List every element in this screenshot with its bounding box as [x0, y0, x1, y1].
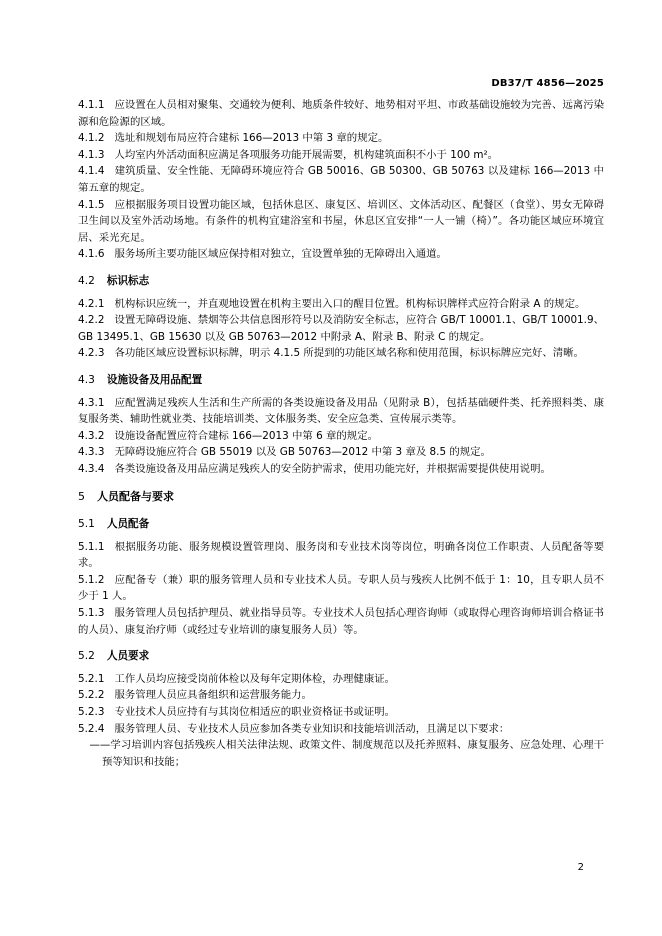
- section-title: 标识标志: [106, 274, 150, 287]
- clause-4-3-1: [78, 395, 604, 428]
- section-heading-5-1: [78, 516, 604, 533]
- section-heading-4-3: [78, 372, 604, 389]
- clause-text: 应配备专（兼）职的服务管理人员和专业技术人员。专职人员与残疾人比例不低于 1：10，且专职人员不少于 1 人。: [78, 573, 604, 603]
- clause-number: 4.3.2: [78, 429, 105, 442]
- section-title: 人员要求: [106, 650, 150, 663]
- clause-text: 设置无障碍设施、禁烟等公共信息图形符号以及消防安全标志，应符合 GB/T 10001.1、GB/T 10001.9、GB 13495.1、GB 15630 以及 GB 50763—2012 中附录 A、附录 B、附录 C 的规定。: [78, 314, 604, 343]
- section-title: 人员配备与要求: [97, 490, 174, 504]
- clause-4-3-3: [78, 444, 604, 461]
- clause-number: 4.3.4: [78, 462, 105, 475]
- page-number: 2: [577, 862, 584, 873]
- clause-number: 5.2.4: [78, 722, 105, 735]
- clause-text: 工作人员均应接受岗前体检以及每年定期体检，办理健康证。: [114, 672, 395, 685]
- section-number: 4.2: [78, 274, 95, 287]
- document-body: [78, 97, 604, 770]
- clause-number: 4.1.3: [78, 148, 105, 161]
- clause-number: 5.2.3: [78, 706, 105, 718]
- section-heading-5-2: [78, 648, 604, 665]
- clause-text: 服务管理人员、专业技术人员应参加各类专业知识和技能培训活动，且满足以下要求：: [114, 722, 510, 735]
- clause-number: 4.2.3: [78, 347, 105, 360]
- clause-4-3-2: [78, 428, 604, 445]
- clause-text: 应设置在人员相对聚集、交通较为便利、地质条件较好、地势相对平坦、市政基础设施较为完善、远离污染源和危险源的区域。: [78, 99, 604, 128]
- list-item-text: 学习培训内容包括残疾人相关法律法规、政策文件、制度规范以及托养照料、康复服务、应急处理、心理干预等知识和技能；: [102, 739, 604, 768]
- clause-number: 4.1.1: [78, 99, 105, 111]
- section-number: 4.3: [78, 373, 95, 386]
- clause-5-1-2: [78, 572, 604, 605]
- clause-text: 各类设施设备及用品应满足残疾人的安全防护需求，使用功能完好，并根据需要提供使用说明。: [114, 462, 551, 475]
- clause-4-1-5: [78, 197, 604, 247]
- clause-number: 5.2.2: [78, 689, 105, 702]
- clause-text: 机构标识应统一，并直观地设置在机构主要出入口的醒目位置。机构标识牌样式应符合附录 A 的规定。: [114, 297, 586, 310]
- clause-text: 各功能区域应设置标识标牌，明示 4.1.5 所提到的功能区域名称和使用范围，标识标牌应完好、清晰。: [114, 347, 584, 360]
- clause-text: 服务场所主要功能区域应保持相对独立，宜设置单独的无障碍出入通道。: [114, 248, 447, 261]
- clause-4-2-2: [78, 312, 604, 345]
- clause-text: 应根据服务项目设置功能区域，包括休息区、康复区、培训区、文体活动区、配餐区（食堂）、男女无障碍卫生间以及室外活动场地。有条件的机构宜建浴室和书屋，休息区宜安排“一人一铺（椅）”。各功能区域应环境宜居、采光充足。: [78, 198, 604, 244]
- clause-5-1-3: [78, 605, 604, 638]
- clause-4-1-2: [78, 130, 604, 147]
- clause-number: 4.1.5: [78, 198, 105, 211]
- clause-text: 建筑质量、安全性能、无障碍环境应符合 GB 50016、GB 50300、GB 50763 以及建标 166—2013 中第五章的规定。: [78, 165, 604, 194]
- clause-number: 5.1.1: [78, 540, 105, 553]
- clause-text: 专业技术人员应持有与其岗位相适应的职业资格证书或证明。: [114, 706, 395, 718]
- clause-number: 5.2.1: [78, 672, 105, 685]
- clause-text: 应配置满足残疾人生活和生产所需的各类设施设备及用品（见附录 B），包括基础硬件类、托养照料类、康复服务类、辅助性就业类、技能培训类、文体服务类、安全应急类、宣传展示类等。: [78, 396, 604, 426]
- section-number: 5: [78, 490, 85, 504]
- clause-number: 5.1.3: [78, 607, 105, 620]
- clause-4-2-3: [78, 345, 604, 362]
- section-number: 5.2: [78, 650, 95, 663]
- clause-5-2-4: [78, 721, 604, 738]
- clause-number: 4.1.4: [78, 165, 105, 178]
- clause-4-2-1: [78, 296, 604, 313]
- list-dash: ——: [89, 739, 111, 752]
- clause-text: 无障碍设施应符合 GB 55019 以及 GB 50763—2012 中第 3 章及 8.5 的规定。: [114, 446, 491, 459]
- clause-5-2-1: [78, 671, 604, 688]
- section-number: 5.1: [78, 518, 95, 531]
- section-heading-4-2: [78, 273, 604, 290]
- clause-4-1-4: [78, 163, 604, 196]
- section-title: 人员配备: [106, 518, 150, 531]
- clause-text: 选址和规划布局应符合建标 166—2013 中第 3 章的规定。: [114, 132, 389, 145]
- clause-text: 设施设备配置应符合建标 166—2013 中第 6 章的规定。: [114, 429, 378, 442]
- clause-number: 4.1.6: [78, 248, 105, 261]
- standard-code: DB37/T 4856—2025: [491, 78, 604, 89]
- clause-4-1-1: [78, 97, 604, 130]
- clause-5-1-1: [78, 539, 604, 572]
- section-title: 设施设备及用品配置: [106, 373, 203, 386]
- clause-number: 5.1.2: [78, 573, 105, 586]
- clause-5-2-3: [78, 704, 604, 721]
- list-item: [78, 737, 604, 770]
- clause-text: 服务管理人员包括护理员、就业指导员等。专业技术人员包括心理咨询师（或取得心理咨询师培训合格证书的人员）、康复治疗师（或经过专业培训的康复服务人员）等。: [78, 607, 604, 636]
- section-heading-5: [78, 489, 604, 506]
- clause-4-1-3: [78, 147, 604, 164]
- clause-number: 4.1.2: [78, 132, 105, 145]
- clause-number: 4.3.3: [78, 446, 105, 459]
- clause-number: 4.2.1: [78, 297, 105, 310]
- clause-text: 人均室内外活动面积应满足各项服务功能开展需要，机构建筑面积不小于 100 m²。: [114, 148, 499, 161]
- clause-text: 根据服务功能、服务规模设置管理岗、服务岗和专业技术岗等岗位，明确各岗位工作职责、人员配备等要求。: [78, 540, 604, 570]
- clause-5-2-2: [78, 687, 604, 704]
- clause-text: 服务管理人员应具备组织和运营服务能力。: [114, 689, 312, 702]
- clause-4-3-4: [78, 461, 604, 478]
- clause-number: 4.3.1: [78, 396, 105, 409]
- clause-number: 4.2.2: [78, 314, 105, 327]
- clause-4-1-6: [78, 246, 604, 263]
